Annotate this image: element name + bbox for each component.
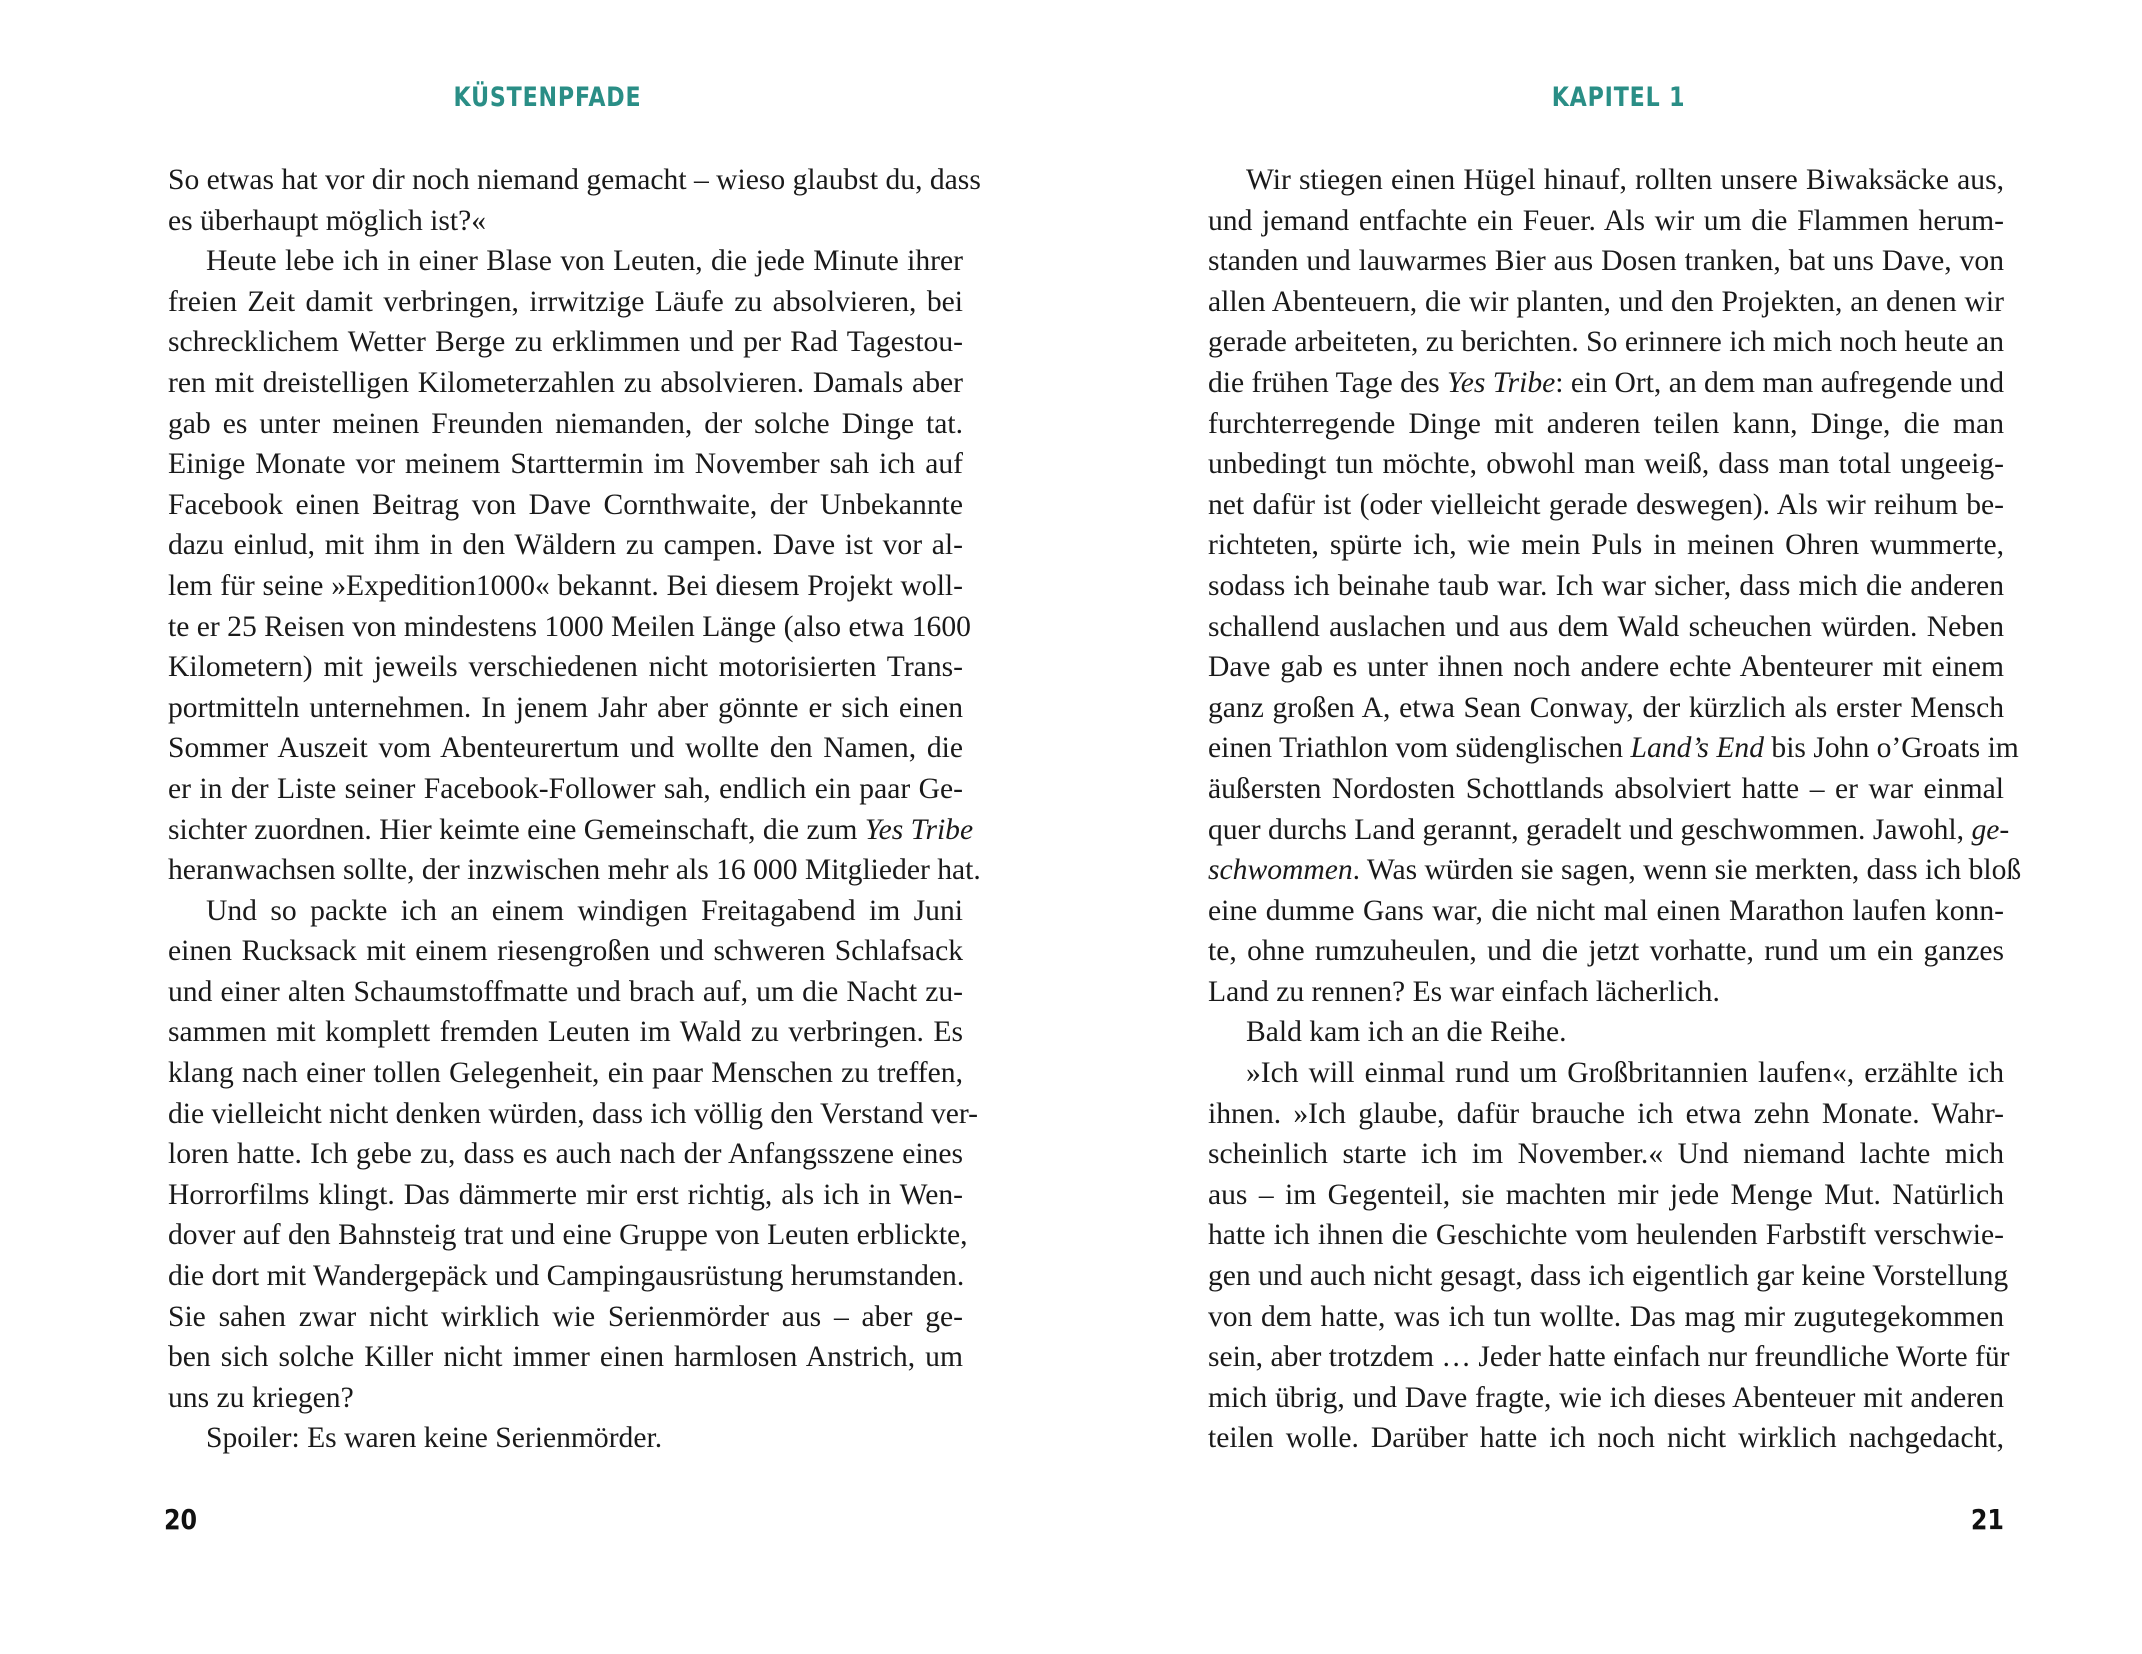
text-line: richteten, spürte ich, wie mein Puls in meinen Ohren wummerte, (1208, 529, 2004, 562)
text-line: lem für seine »Expedition1000« bekannt. Bei diesem Projekt woll- (168, 569, 963, 602)
text-line (1208, 850, 2022, 891)
text-line: uns zu kriegen? (168, 1381, 354, 1414)
text-line: ren mit dreistelligen Kilometerzahlen zu absolvieren. Damals aber (168, 366, 963, 399)
text-line: sodass ich beinahe taub war. Ich war sicher, dass mich die anderen (1208, 569, 2004, 602)
text-segment: bis John o’Groats im (1764, 732, 2019, 765)
text-line: Kilometern) mit jeweils verschiedenen nicht motorisierten Trans- (168, 651, 963, 684)
text-line: sammen mit komplett fremden Leuten im Wald zu verbringen. Es (168, 1016, 963, 1049)
text-line: ihnen. »Ich glaube, dafür brauche ich etwa zehn Monate. Wahr- (1208, 1097, 2004, 1130)
text-line: scheinlich starte ich im November.« Und niemand lachte mich (1208, 1138, 2004, 1171)
text-line: die dort mit Wandergepäck und Campingausrüstung herumstanden. (168, 1260, 965, 1293)
text-line: hatte ich ihnen die Geschichte vom heulenden Farbstift verschwie- (1208, 1219, 2004, 1252)
text-line: te, ohne rumzuheulen, und die jetzt vorhatte, rund um ein ganzes (1208, 935, 2004, 968)
text-line: standen und lauwarmes Bier aus Dosen tranken, bat uns Dave, von (1208, 245, 2004, 278)
text-segment: . Was würden sie sagen, wenn sie merkten, dass ich bloß (1352, 854, 2022, 887)
text-line: loren hatte. Ich gebe zu, dass es auch nach der Anfangsszene eines (168, 1138, 963, 1171)
italic-text: Yes Tribe (1447, 366, 1556, 399)
text-line: freien Zeit damit verbringen, irrwitzige Läufe zu absolvieren, bei (168, 285, 963, 318)
text-line (168, 810, 974, 851)
page-number: 21 (1970, 1503, 2004, 1536)
text-line: Heute lebe ich in einer Blase von Leuten, die jede Minute ihrer (206, 245, 963, 278)
italic-text: Yes Tribe (864, 813, 974, 846)
text-segment: die frühen Tage des (1208, 366, 1447, 399)
text-line: dazu einlud, mit ihm in den Wäldern zu campen. Dave ist vor al- (168, 529, 963, 562)
text-line: Wir stiegen einen Hügel hinauf, rollten unsere Biwaksäcke aus, (1246, 164, 2004, 196)
text-line: äußersten Nordosten Schottlands absolviert hatte – er war einmal (1208, 772, 2004, 805)
text-line: dover auf den Bahnsteig trat und eine Gruppe von Leuten erblickte, (168, 1219, 968, 1252)
text-line: gab es unter meinen Freunden niemanden, der solche Dinge tat. (168, 407, 963, 440)
text-line: So etwas hat vor dir noch niemand gemacht – wieso glaubst du, dass (168, 164, 981, 196)
text-line: Facebook einen Beitrag von Dave Cornthwaite, der Unbekannte (168, 488, 963, 521)
page-number: 20 (164, 1503, 198, 1536)
text-line: mich übrig, und Dave fragte, wie ich dieses Abenteuer mit anderen (1208, 1381, 2004, 1414)
text-line: Bald kam ich an die Reihe. (1246, 1016, 1567, 1049)
text-line: Horrorfilms klingt. Das dämmerte mir erst richtig, als ich in Wen- (168, 1178, 963, 1211)
page-number-wrap (1965, 1503, 2004, 1536)
text-line (1208, 810, 2010, 851)
text-line: sein, aber trotzdem … Jeder hatte einfach nur freundliche Worte für (1208, 1341, 2010, 1374)
text-line: gerade arbeiteten, zu berichten. So erinnere ich mich noch heute an (1208, 326, 2004, 359)
text-line: teilen wolle. Darüber hatte ich noch nicht wirklich nachgedacht, (1208, 1422, 2004, 1455)
text-segment: einen Triathlon vom südenglischen (1208, 732, 1631, 765)
running-header: KÜSTENPFADE (453, 82, 642, 113)
text-line: klang nach einer tollen Gelegenheit, ein paar Menschen zu treffen, (168, 1057, 963, 1090)
text-line: ganz großen A, etwa Sean Conway, der kürzlich als erster Mensch (1208, 691, 2004, 724)
text-line: Einige Monate vor meinem Starttermin im November sah ich auf (168, 448, 963, 481)
text-line: allen Abenteuern, die wir planten, und den Projekten, an denen wir (1208, 285, 2004, 318)
text-line: portmitteln unternehmen. In jenem Jahr aber gönnte er sich einen (168, 691, 963, 724)
text-line: Sie sahen zwar nicht wirklich wie Serienmörder aus – aber ge- (168, 1300, 963, 1333)
body-text (168, 160, 981, 1459)
text-line (1208, 728, 2019, 769)
text-line: Dave gab es unter ihnen noch andere echte Abenteurer mit einem (1208, 651, 2004, 684)
text-line: und jemand entfachte ein Feuer. Als wir um die Flammen herum- (1208, 204, 2004, 237)
text-line: eine dumme Gans war, die nicht mal einen Marathon laufen konn- (1208, 894, 2004, 927)
text-line: unbedingt tun möchte, obwohl man weiß, dass man total ungeeig- (1208, 448, 2004, 481)
text-line: gen und auch nicht gesagt, dass ich eigentlich gar keine Vorstellung (1208, 1260, 2009, 1293)
italic-text: Land’s End (1630, 732, 1764, 765)
running-header: KAPITEL 1 (1551, 82, 1686, 113)
text-line: Und so packte ich an einem windigen Freitagabend im Juni (206, 894, 963, 927)
text-segment: sichter zuordnen. Hier keimte eine Gemeinschaft, die zum (168, 813, 865, 846)
text-line: schrecklichem Wetter Berge zu erklimmen und per Rad Tagestou- (168, 326, 963, 359)
text-line: er in der Liste seiner Facebook-Follower sah, endlich ein paar Ge- (168, 772, 963, 805)
text-segment: : ein Ort, an dem man aufregende und (1555, 366, 2004, 399)
text-line: aus – im Gegenteil, sie machten mir jede Menge Mut. Natürlich (1208, 1178, 2004, 1211)
text-line: net dafür ist (oder vielleicht gerade deswegen). Als wir reihum be- (1208, 488, 2004, 521)
text-line: ben sich solche Killer nicht immer einen harmlosen Anstrich, um (168, 1341, 963, 1374)
text-line: te er 25 Reisen von mindestens 1000 Meilen Länge (also etwa 1600 (168, 610, 971, 643)
body-text (1208, 160, 2022, 1459)
text-line (1208, 363, 2004, 404)
text-line: und einer alten Schaumstoffmatte und brach auf, um die Nacht zu- (168, 975, 963, 1008)
text-line: die vielleicht nicht denken würden, dass ich völlig den Verstand ver- (168, 1097, 978, 1130)
text-line: »Ich will einmal rund um Großbritannien laufen«, erzählte ich (1246, 1057, 2004, 1090)
text-line: heranwachsen sollte, der inzwischen mehr als 16 000 Mitglieder hat. (168, 854, 981, 887)
text-line: Sommer Auszeit vom Abenteurertum und wollte den Namen, die (168, 732, 963, 765)
italic-text: ge- (1971, 813, 2010, 846)
right-page (1071, 0, 2142, 1654)
text-segment: quer durchs Land gerannt, geradelt und geschwommen. Jawohl, (1208, 813, 1972, 846)
text-line: einen Rucksack mit einem riesengroßen und schweren Schlafsack (168, 935, 963, 968)
text-line: furchterregende Dinge mit anderen teilen kann, Dinge, die man (1208, 407, 2004, 440)
italic-text: schwommen (1208, 854, 1353, 887)
text-line: schallend auslachen und aus dem Wald scheuchen würden. Neben (1208, 610, 2004, 643)
text-line: Spoiler: Es waren keine Serienmörder. (206, 1422, 663, 1455)
text-line: von dem hatte, was ich tun wollte. Das mag mir zugutegekommen (1208, 1300, 2004, 1333)
text-line: Land zu rennen? Es war einfach lächerlich. (1208, 975, 1720, 1008)
text-line: es überhaupt möglich ist?« (168, 204, 487, 237)
